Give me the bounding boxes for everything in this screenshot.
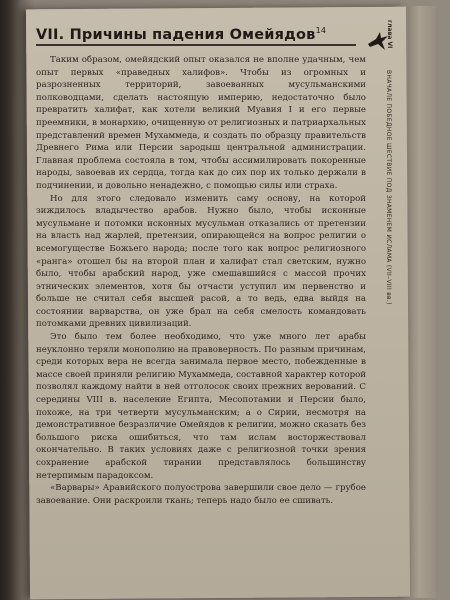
paragraph: Но для этого следовало изменить саму основу, на которой зиждилось владычество арабов. Нужно было, чтобы исконные мусульмане и потомки исконных мусульман отказались от претензии на власть над жарлей, претензии, опирающейся на вопрос религии о всемогуществе Божьего народа; после того как вопрос религиозного «ранга» отошел бы на второй план и халифат стал светским, нужно было, чтобы арабский народ, уже смешавшийся с массой прочих этнических элементов, хотя бы отчасти уступил им первенство и больше не считал себя высшей расой, а то ведь, едва выйдя на состоянии варварства, он уже брал на себя смелость командовать потомками древних цивилизаций. [36,193,366,330]
chapter-title-text: VII. Причины падения Омейядов [36,26,316,43]
chapter-title-footnote-mark: 14 [315,26,327,35]
body-text [36,54,366,507]
title-rule [36,44,356,46]
side-chapter-label: глава VI [386,20,393,49]
page-stack-edge [408,6,436,598]
paragraph: Таким образом, омейядский опыт оказался не вполне удачным, чем опыт первых «праведных халифов». Чтобы из огромных и разрозненных территорий, завоеванных мусульманскими полководцами, сделать настоящую империю, недостаточно было превратить халифат, как хотели великий Муавия I и его первые преемники, в монархию, очищенную от религиозных и патриархальных представлений времен Мухаммеда, и создать по образцу правительств Древнего Рима или Персии зародыш центральной администрации. Главная проблема состояла в том, чтобы ассимилировать покоренные народы, завоевав их сердца, тогда как до сих пор их только держали в подчинении, и довольно ненадежно, с помощью силы или страха. [36,55,366,191]
chapter-title [36,26,336,43]
side-running-title: ВНАЧАЛЕ ПОБЕДНОЕ ШЕСТВИЕ ПОД ЗНАМЕНЕМ ИСЛАМА (VII–VIII вв.) [385,70,392,305]
paragraph: Это было тем более необходимо, что уже много лет арабы неуклонно теряли монополию на правоверность. По разным причинам, среди которых вера не всегда занимала первое место, побежденные в массе своей приняли религию Мухаммеда, составной характер которой позволял каждому найти в ней отголосок своих прежних верований. С середины VIII в. население Египта, Месопотамии и Персии было, похоже, на три четверти мусульманским; а о Сирии, несмотря на демонстративное безразличие Омейядов к религии, можно сказать без большого риска ошибиться, что там ислам восторжествовал окончательно. В таких условиях даже с религиозной точки зрения сохранение арабской тирании представлялось большинству нетерпимым парадоксом. [36,332,366,481]
paragraph: «Варвары» Аравийского полуострова завершили свое дело — грубое завоевание. Они раскроили ткань; теперь надо было ее сшивать. [36,483,366,506]
